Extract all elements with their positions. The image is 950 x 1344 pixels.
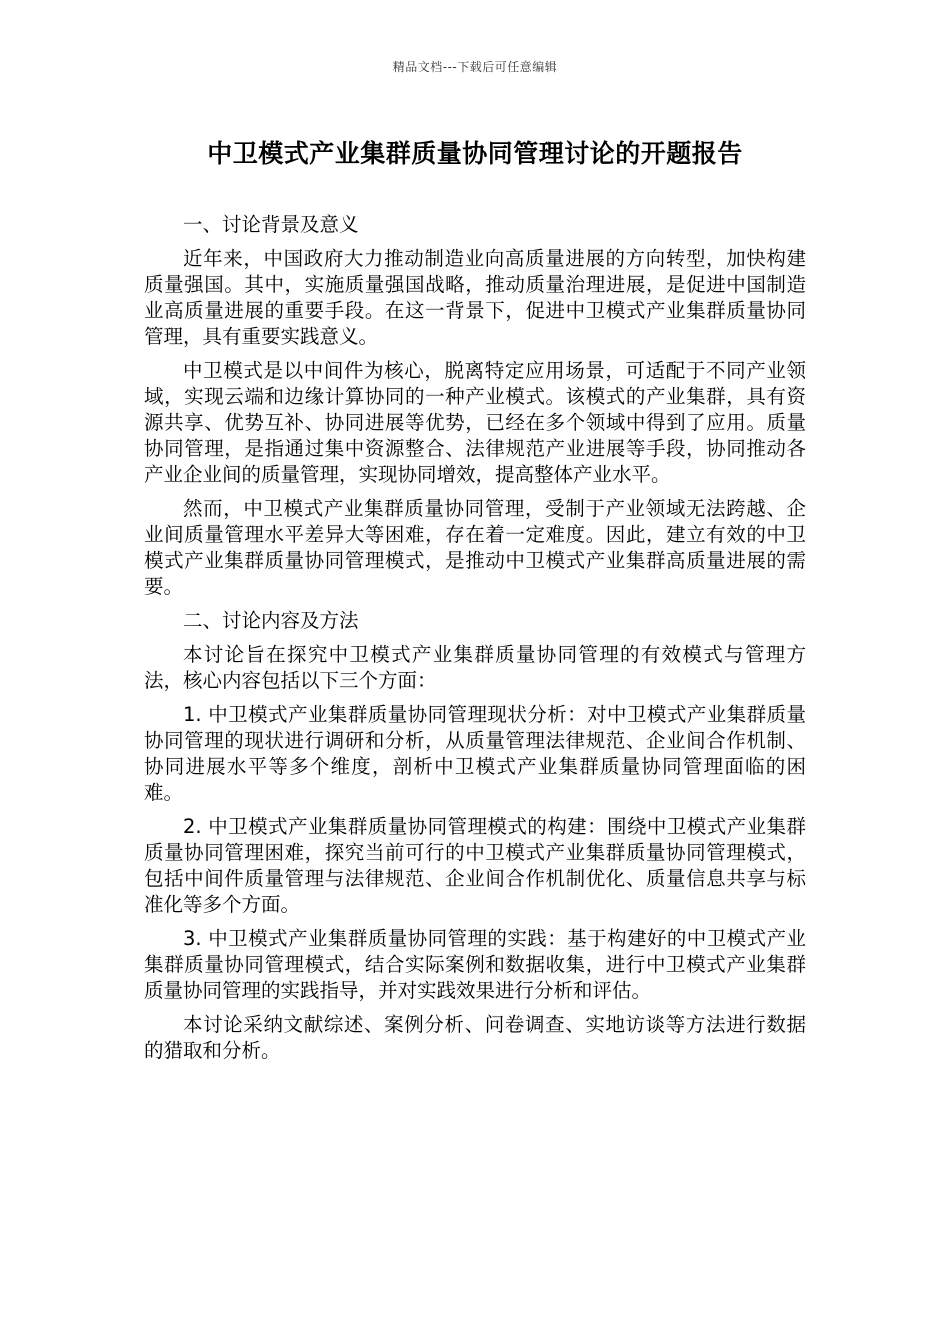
document-title: 中卫模式产业集群质量协同管理讨论的开题报告 xyxy=(207,139,743,168)
section-heading-content-methods: 二、讨论内容及方法 xyxy=(183,609,359,632)
paragraph: 然而，中卫模式产业集群质量协同管理，受制于产业领域无法跨越、企业间质量管理水平差异大等困难，存在着一定难度。因此，建立有效的中卫模式产业集群质量协同管理模式，是推动中卫模式产业集群高质量进展的需要。 xyxy=(144,497,806,598)
list-item: 3. 中卫模式产业集群质量协同管理的实践：基于构建好的中卫模式产业集群质量协同管理模式，结合实际案例和数据收集，进行中卫模式产业集群质量协同管理的实践指导，并对实践效果进行分析和评估。 xyxy=(144,927,806,1002)
list-item: 2. 中卫模式产业集群质量协同管理模式的构建：围绕中卫模式产业集群质量协同管理困难，探究当前可行的中卫模式产业集群质量协同管理模式，包括中间件质量管理与法律规范、企业间合作机制优化、质量信息共享与标准化等多个方面。 xyxy=(144,815,806,916)
header-note: 精品文档---下载后可任意编辑 xyxy=(392,60,558,74)
document-body xyxy=(144,212,806,1072)
paragraph: 中卫模式是以中间件为核心，脱离特定应用场景，可适配于不同产业领域，实现云端和边缘计算协同的一种产业模式。该模式的产业集群，具有资源共享、优势互补、协同进展等优势，已经在多个领域中得到了应用。质量协同管理，是指通过集中资源整合、法律规范产业进展等手段，协同推动各产业企业间的质量管理，实现协同增效，提高整体产业水平。 xyxy=(144,359,806,486)
paragraph: 近年来，中国政府大力推动制造业向高质量进展的方向转型，加快构建质量强国。其中，实施质量强国战略，推动质量治理进展，是促进中国制造业高质量进展的重要手段。在这一背景下，促进中卫模式产业集群质量协同管理，具有重要实践意义。 xyxy=(144,247,806,348)
list-item: 1. 中卫模式产业集群质量协同管理现状分析：对中卫模式产业集群质量协同管理的现状进行调研和分析，从质量管理法律规范、企业间合作机制、协同进展水平等多个维度，剖析中卫模式产业集群质量协同管理面临的困难。 xyxy=(144,703,806,804)
section-heading-background: 一、讨论背景及意义 xyxy=(183,213,359,236)
paragraph: 本讨论旨在探究中卫模式产业集群质量协同管理的有效模式与管理方法，核心内容包括以下三个方面： xyxy=(144,643,806,692)
paragraph: 本讨论采纳文献综述、案例分析、问卷调查、实地访谈等方法进行数据的猎取和分析。 xyxy=(144,1013,806,1062)
